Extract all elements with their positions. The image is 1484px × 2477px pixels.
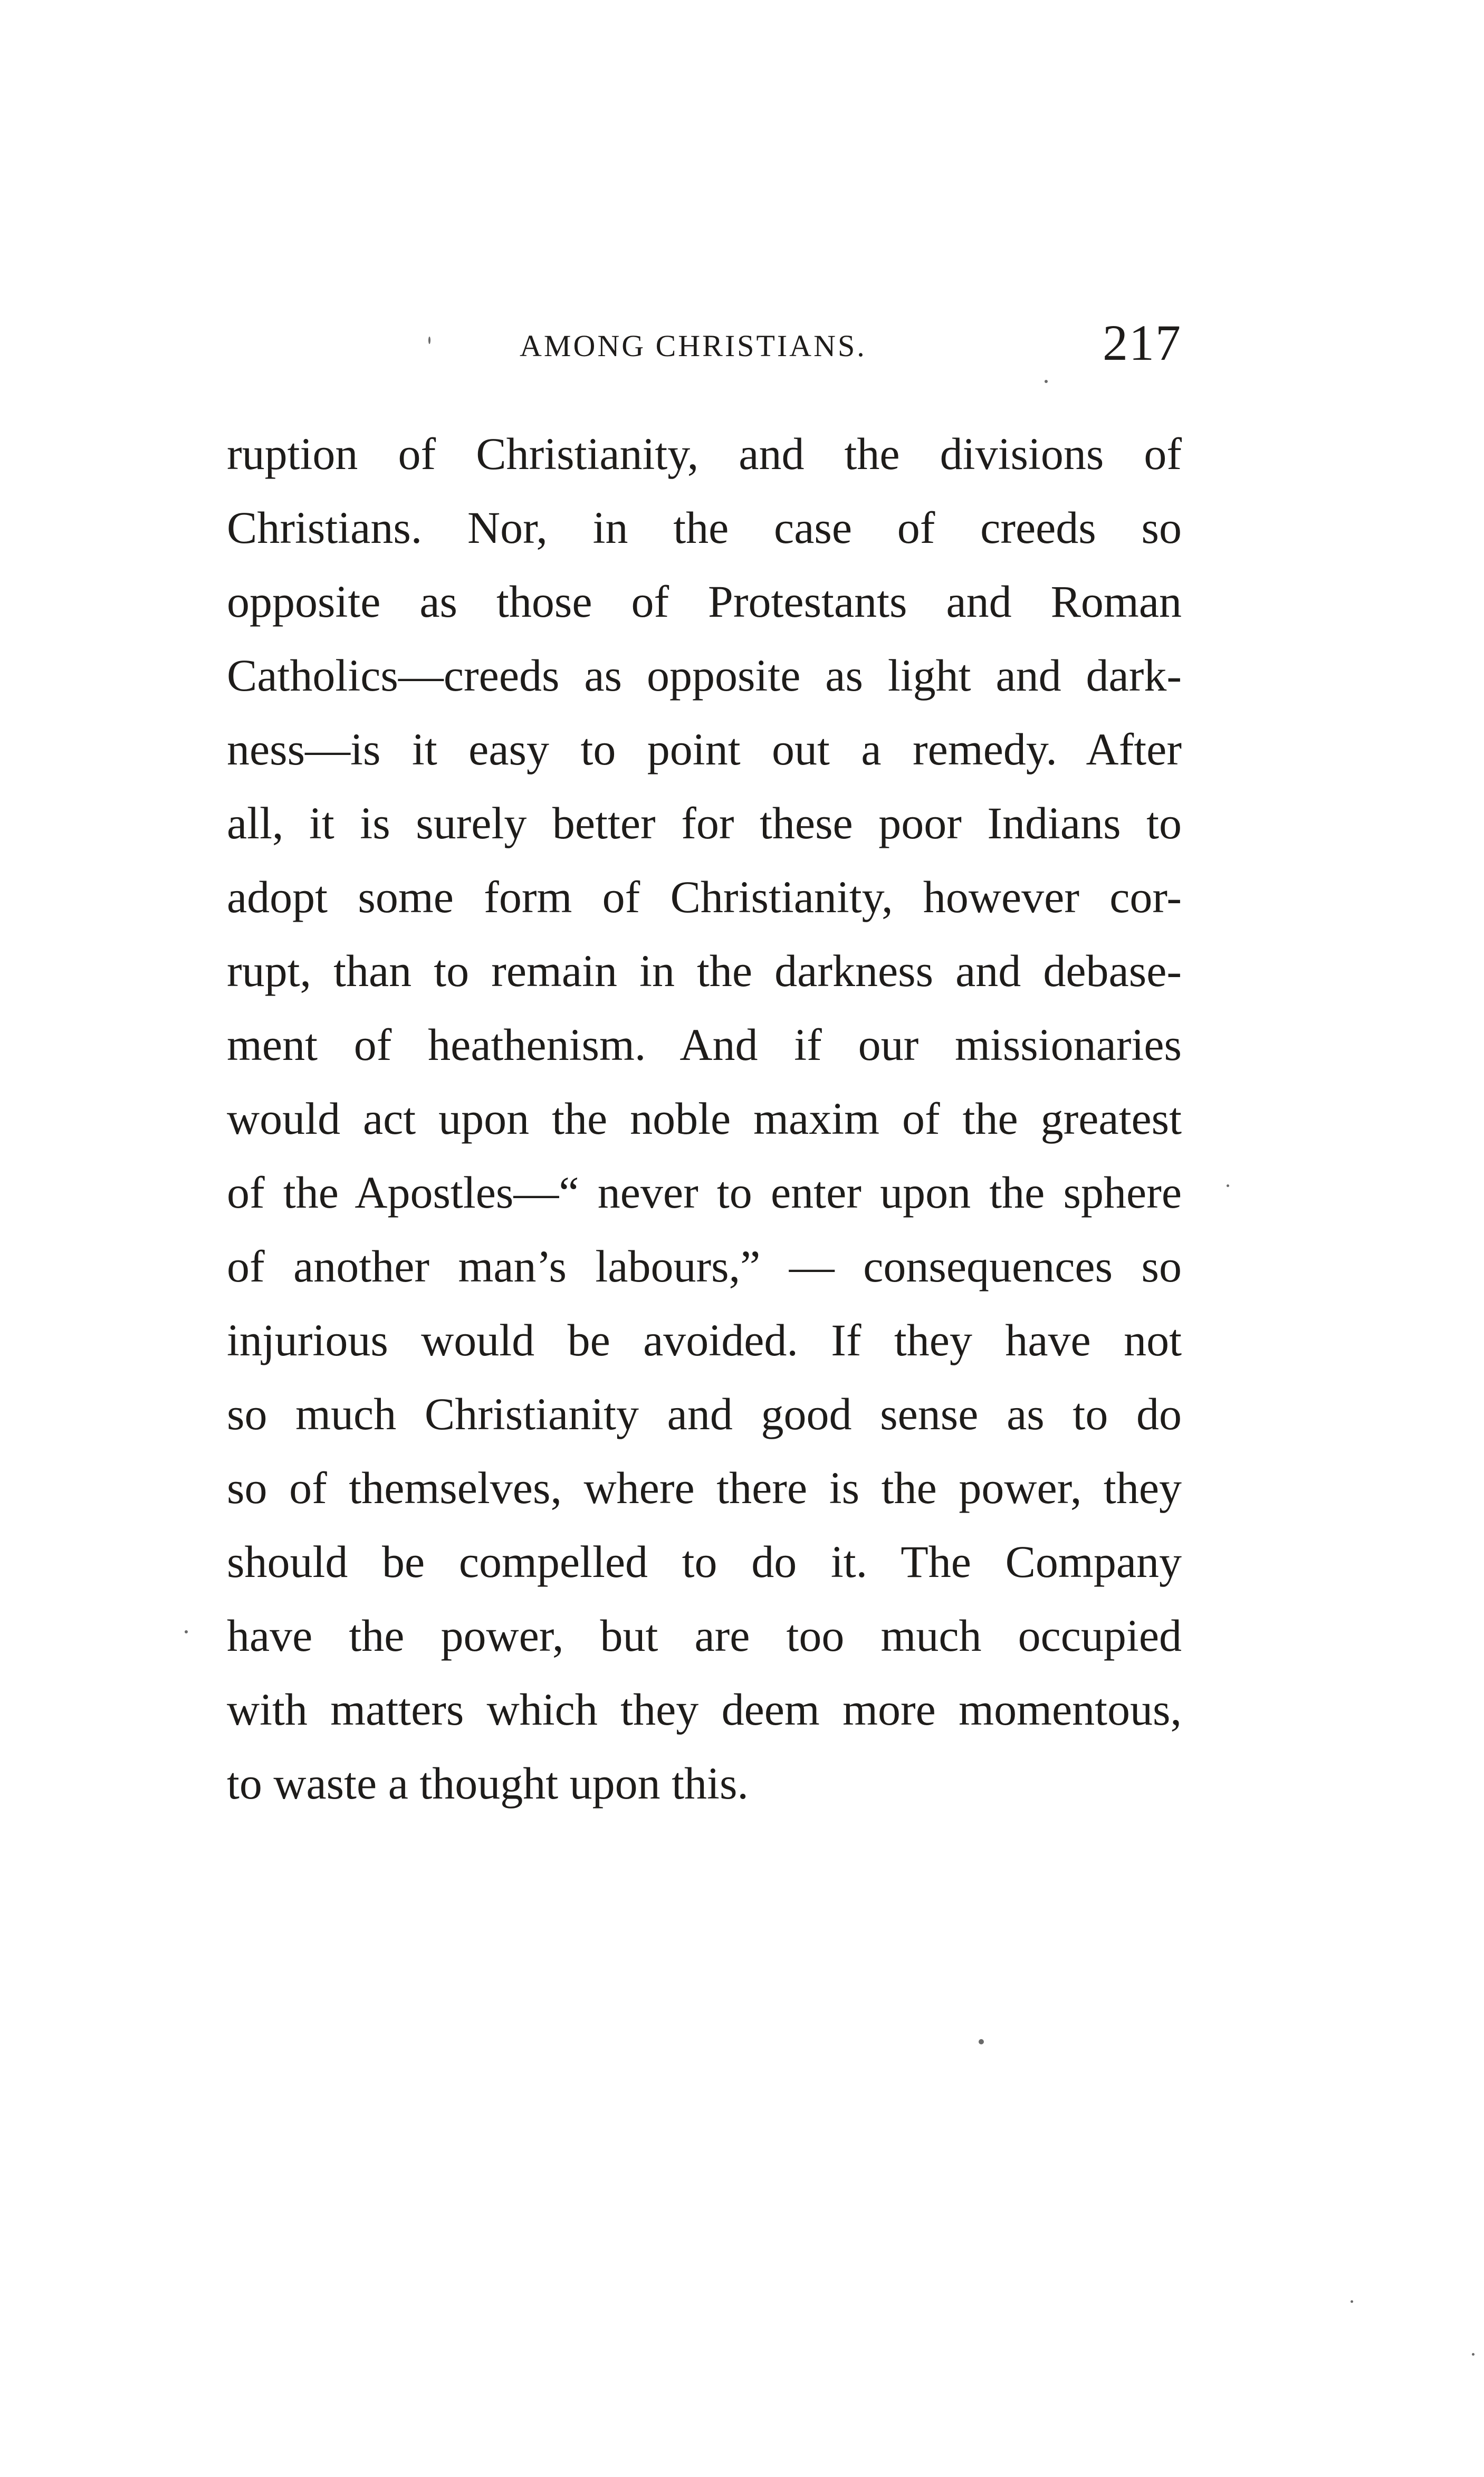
text-line: injurious would be avoided. If they have not — [227, 1315, 1182, 1365]
text-line: Catholics—creeds as opposite as light and dark- — [227, 650, 1182, 701]
paper-speck — [979, 2039, 984, 2044]
text-line: all, it is surely better for these poor Indians to — [227, 798, 1182, 848]
text-line: with matters which they deem more momentous, — [227, 1684, 1182, 1735]
text-line: opposite as those of Protestants and Roman — [227, 576, 1182, 627]
paper-speck — [1472, 2353, 1475, 2356]
text-line: to waste a thought upon this. — [227, 1758, 749, 1809]
text-line: would act upon the noble maxim of the greatest — [227, 1093, 1182, 1144]
body-paragraph — [227, 417, 1182, 1820]
paper-speck — [1045, 380, 1048, 383]
text-line: ruption of Christianity, and the divisions of — [227, 428, 1182, 479]
text-line: so of themselves, where there is the power, they — [227, 1462, 1182, 1513]
text-line: ness—is it easy to point out a remedy. After — [227, 724, 1182, 774]
text-line: have the power, but are too much occupied — [227, 1610, 1182, 1661]
page-number: 217 — [1103, 314, 1182, 371]
text-line: Christians. Nor, in the case of creeds so — [227, 502, 1182, 553]
running-head — [227, 314, 1182, 381]
text-line: adopt some form of Christianity, however cor- — [227, 872, 1182, 922]
paper-speck — [1227, 1184, 1229, 1187]
paper-speck — [428, 337, 430, 344]
text-line: ment of heathenism. And if our missionaries — [227, 1019, 1182, 1070]
paper-speck — [185, 1630, 188, 1633]
text-line: rupt, than to remain in the darkness and debase- — [227, 945, 1182, 996]
running-title: AMONG CHRISTIANS. — [520, 329, 867, 363]
text-line: of another man’s labours,” — consequences so — [227, 1241, 1182, 1292]
text-line: so much Christianity and good sense as to do — [227, 1389, 1182, 1439]
text-line: of the Apostles—“ never to enter upon the sphere — [227, 1167, 1182, 1218]
paper-speck — [1351, 2300, 1353, 2303]
text-line: should be compelled to do it. The Company — [227, 1536, 1182, 1587]
